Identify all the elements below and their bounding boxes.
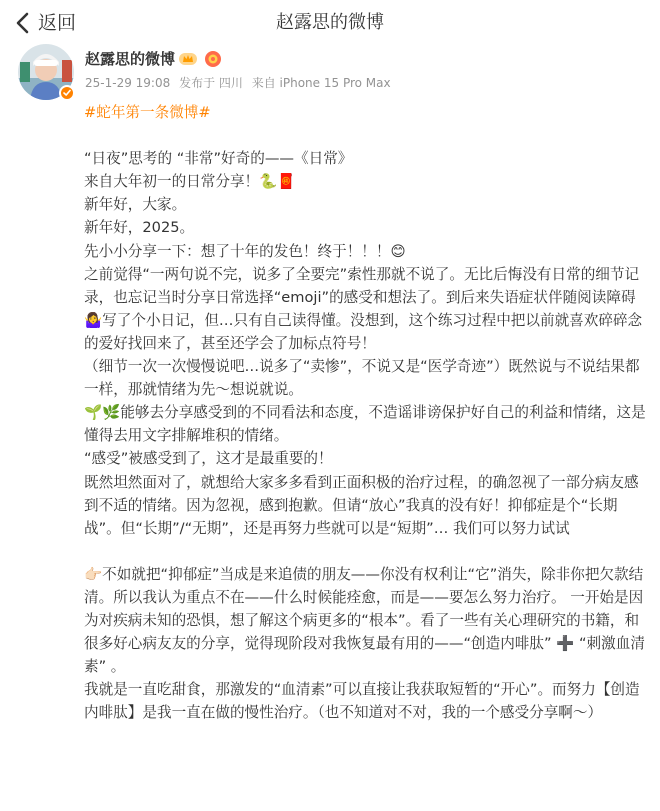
- post-location: 发布于 四川: [179, 76, 243, 90]
- paragraph: “日夜”思考的 “非常”好奇的——《日常》: [84, 150, 353, 168]
- hashtag-topic[interactable]: #蛇年第一条微博#: [84, 104, 211, 121]
- paragraph: 新年好，大家。: [84, 196, 187, 214]
- page-title: 赵露思的微博: [276, 12, 384, 33]
- post-timestamp: 25-1-29 19:08: [85, 76, 171, 90]
- fans-badge-icon: [204, 50, 222, 68]
- paragraph: 新年好，2025。: [84, 219, 195, 237]
- verified-badge-icon: [59, 85, 75, 101]
- paragraph: （细节一次一次慢慢说吧…说多了“卖惨”，不说又是“医学奇迹”）既然说与不说结果都一样，那就情绪为先～想说就说。: [84, 358, 640, 399]
- paragraph-blank: [84, 540, 650, 563]
- author-avatar-container[interactable]: [18, 44, 74, 100]
- paragraph: 我就是一直吃甜食，那激发的“血清素”可以直接让我获取短暂的“开心”。而努力【创造内啡肽】是我一直在做的慢性治疗。（也不知道对不对，我的一个感受分享啊～）: [84, 681, 640, 722]
- paragraph: 既然坦然面对了，就想给大家多多看到正面积极的治疗过程，的确忽视了一部分病友感到不适的情绪。因为忽视，感到抱歉。但请“放心”我真的没有好！抑郁症是个“长期战”。但“长期”/“无期”，还是再努力些就可以是“短期”… 我们可以努力试试: [84, 473, 639, 537]
- paragraph: 👉🏻不如就把“抑郁症”当成是来追债的朋友——你没有权利让“它”消失，除非你把欠款结清。所以我认为重点不在——什么时候能痊愈，而是——要怎么努力治疗。 一开始是因为对疾病未知的恐惧，想了解这个病更多的“根本”。看了一些有关心理研究的书籍，和很多好心病友友的分享，觉得现阶段对我恢复最有用的——“创造内啡肽” ➕ “刺激血清素” 。: [84, 565, 645, 676]
- crown-rank-icon: [178, 50, 198, 68]
- paragraph: “感受”被感受到了，这才是最重要的！: [84, 450, 333, 468]
- post-device: 来自 iPhone 15 Pro Max: [251, 76, 391, 90]
- post-meta: [85, 74, 391, 92]
- author-name[interactable]: 赵露思的微博: [85, 50, 176, 68]
- top-nav-bar: [0, 0, 660, 44]
- paragraph: 先小小分享一下：想了十年的发色！终于！！！😊: [84, 242, 406, 260]
- paragraph: 🌱🌿能够去分享感受到的不同看法和态度，不造谣诽谤保护好自己的利益和情绪，这是懂得去用文字排解堆积的情绪。: [84, 404, 646, 445]
- back-label: 返回: [38, 12, 77, 34]
- paragraph-blank: [84, 124, 650, 147]
- post-content: [84, 101, 650, 725]
- paragraph: 之前觉得“一两句说不完，说多了全要完”索性那就不说了。无比后悔没有日常的细节记录，也忘记当时分享日常选择“emoji”的感受和想法了。到后来失语症状伴随阅读障碍🤷‍♀️写了个小日记，但…只有自己读得懂。没想到，这个练习过程中把以前就喜欢碎碎念的爱好找回来了，甚至还学会了加标点符号！: [84, 265, 643, 352]
- paragraph: 来自大年初一的日常分享！🐍🧧: [84, 173, 296, 191]
